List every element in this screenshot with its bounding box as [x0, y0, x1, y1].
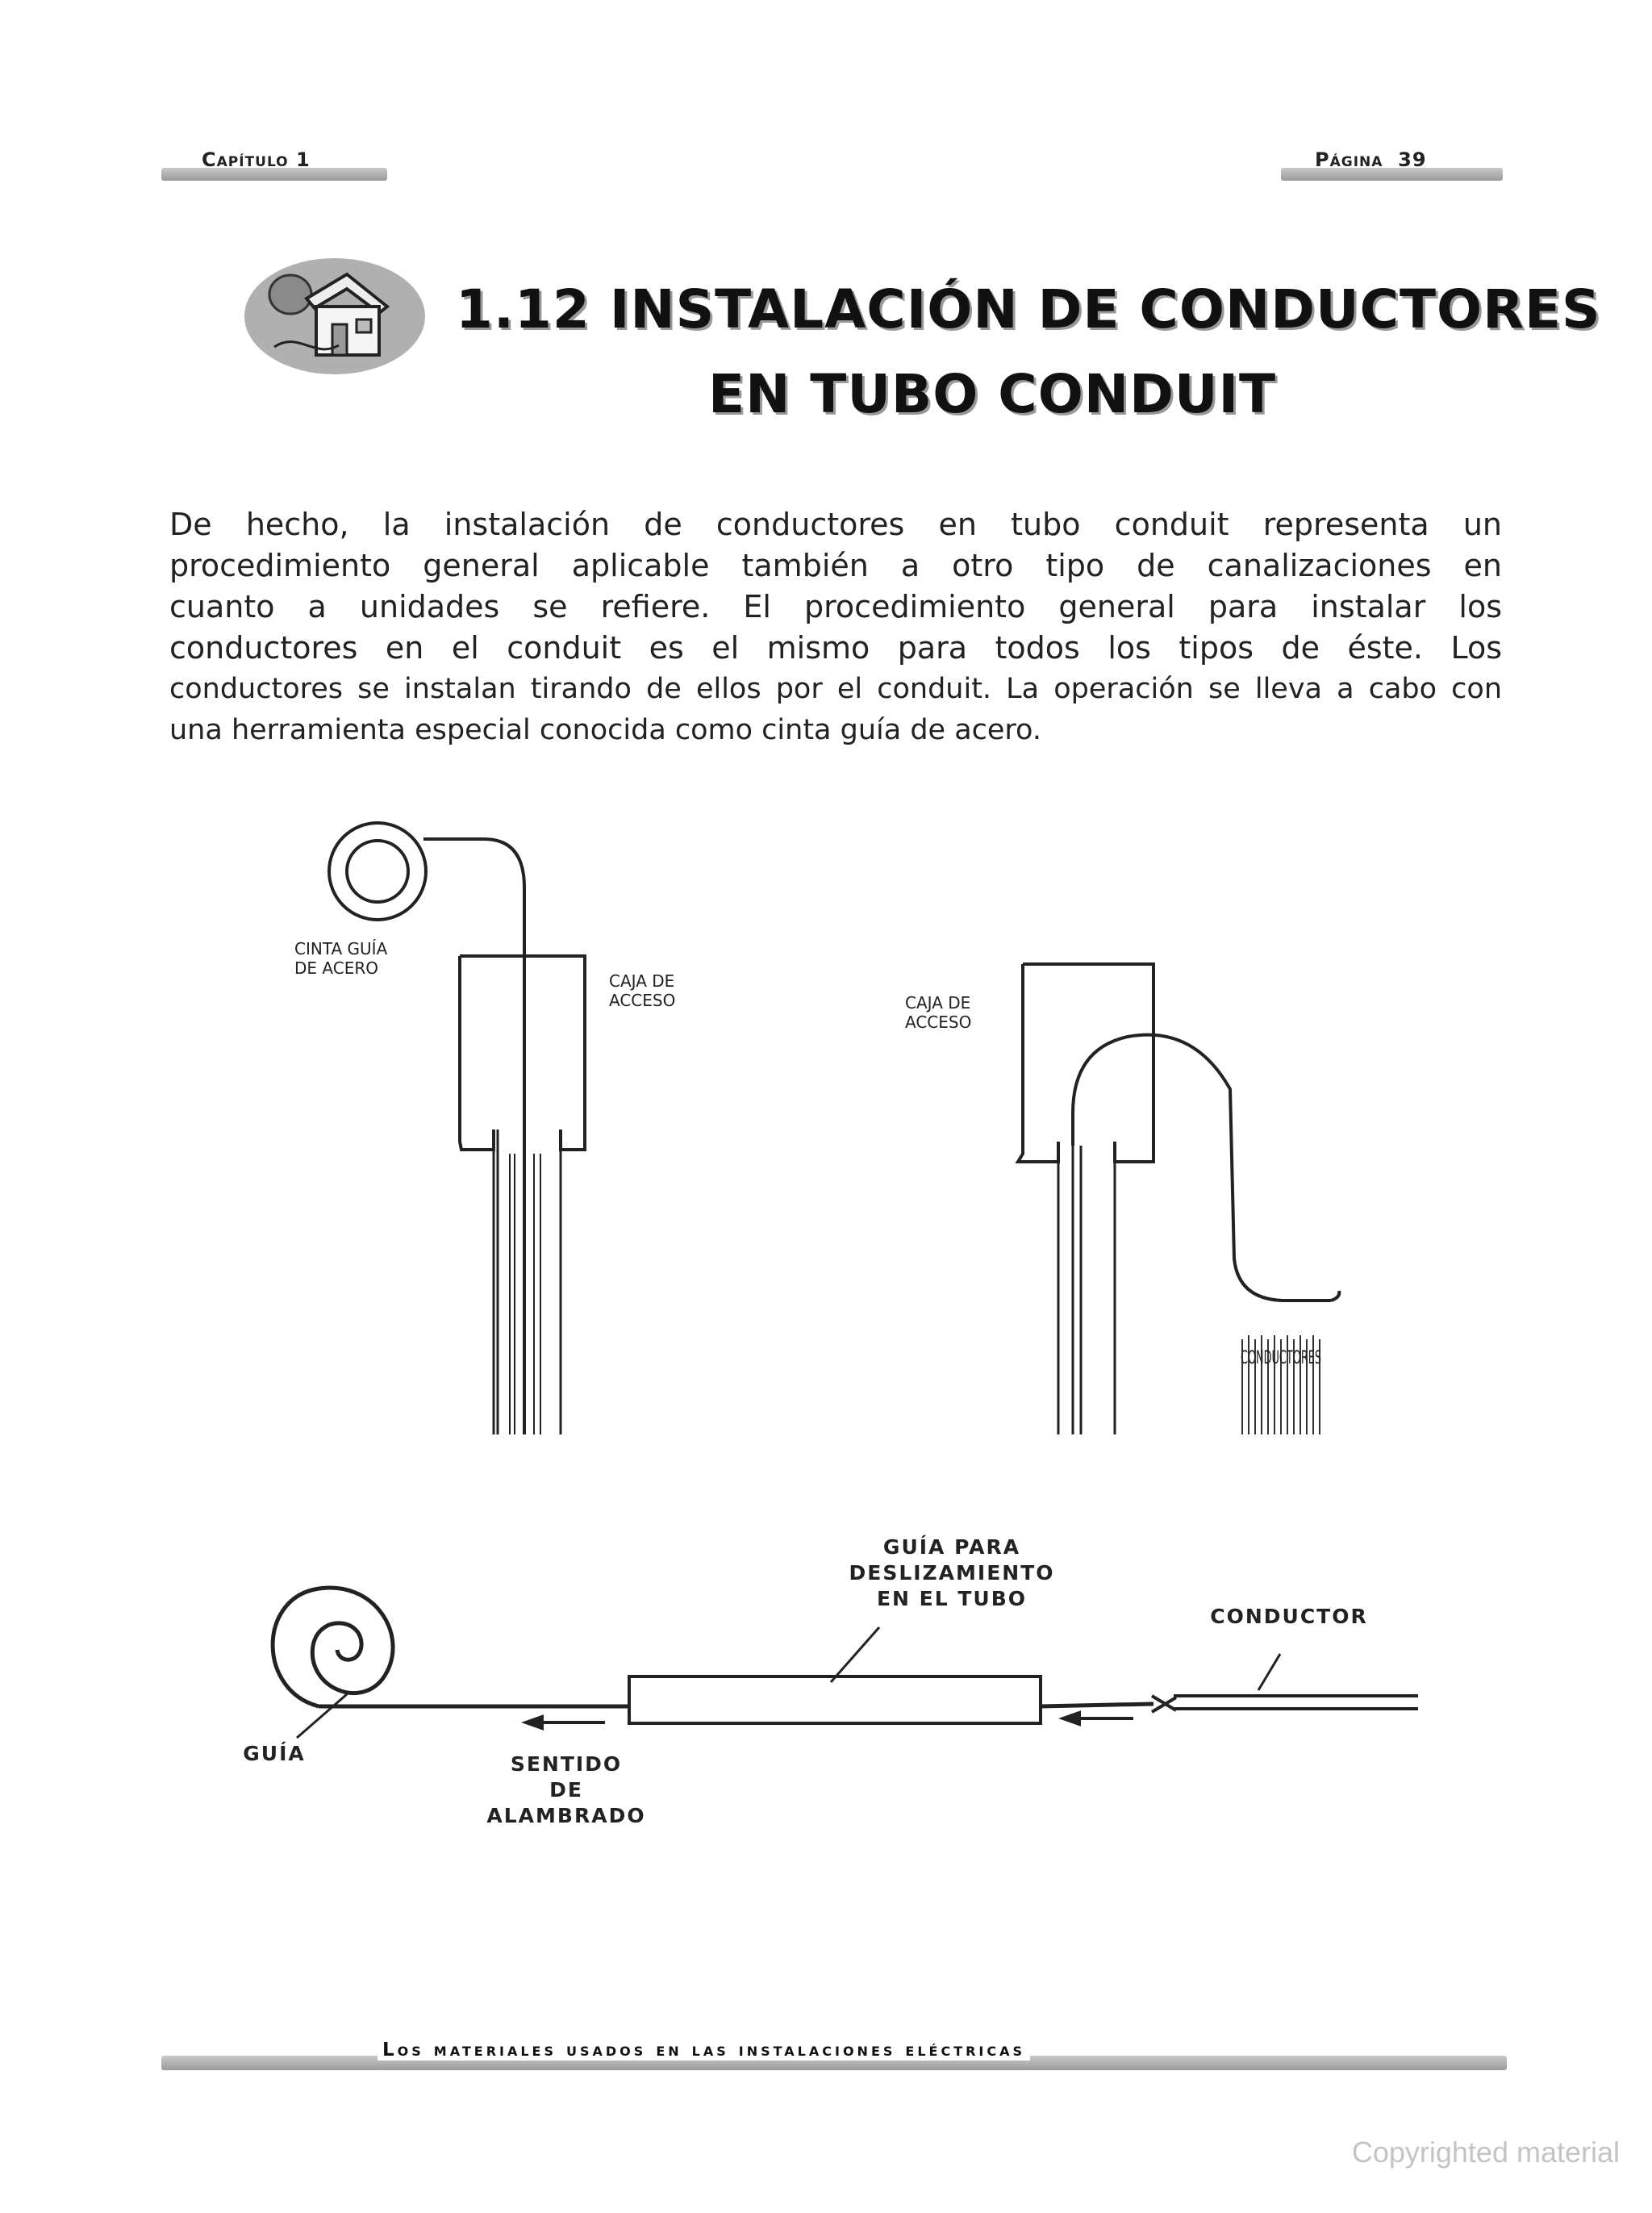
- page-label: Página: [1315, 148, 1383, 171]
- section-title-line2: EN TUBO CONDUIT: [708, 363, 1277, 425]
- copyright-watermark: Copyrighted material: [1351, 2136, 1620, 2169]
- label-direction-1: SENTIDO: [510, 1752, 623, 1776]
- access-box-left: [460, 956, 585, 1150]
- tape-reel-inner: [347, 841, 408, 902]
- label-direction-2: DE: [549, 1778, 583, 1802]
- body-line-5: conductores se instalan tirando de ellos por el conduit. La operación se lleva a cabo con: [169, 673, 1502, 705]
- conductor-pointer: [1258, 1654, 1280, 1690]
- label-box-right-2: ACCESO: [905, 1013, 972, 1032]
- label-tape-1: CINTA GUÍA: [294, 939, 388, 958]
- label-conductores: CONDUCTORES: [1241, 1348, 1321, 1368]
- body-paragraph: [169, 504, 1502, 751]
- conduit-right: [1058, 1142, 1115, 1434]
- house-icon: [242, 250, 436, 379]
- conductor-link-wire: [1041, 1704, 1153, 1706]
- chapter-label: Capítulo 1: [202, 148, 311, 171]
- label-guide-2: DESLIZAMIENTO: [849, 1561, 1055, 1585]
- conduit-left: [494, 1129, 561, 1434]
- label-conductor: CONDUCTOR: [1210, 1605, 1368, 1628]
- body-line-4: conductores en el conduit es el mismo para todos los tipos de éste. Los: [169, 630, 1502, 666]
- label-guia: GUÍA: [243, 1742, 306, 1765]
- guide-pointer: [831, 1627, 879, 1682]
- conductor-splice: [1152, 1696, 1176, 1712]
- guide-spiral: [273, 1588, 393, 1706]
- label-tape-2: DE ACERO: [294, 958, 378, 978]
- body-line-3: cuanto a unidades se refiere. El procedimiento general para instalar los: [169, 589, 1502, 624]
- direction-arrow-left: [526, 1717, 605, 1728]
- sliding-guide-tube: [629, 1676, 1041, 1723]
- page-number-label: [1315, 148, 1427, 171]
- label-box-left-2: ACCESO: [609, 991, 676, 1010]
- body-line-2: procedimiento general aplicable también a otro tipo de canalizaciones en: [169, 548, 1502, 583]
- steel-tape-loop: [1073, 1035, 1331, 1301]
- tape-hook: [1331, 1291, 1339, 1301]
- body-line-1: De hecho, la instalación de conductores en tubo conduit representa un: [169, 507, 1502, 542]
- page-number: 39: [1398, 148, 1427, 171]
- direction-arrow-right: [1063, 1713, 1133, 1724]
- label-box-right-1: CAJA DE: [905, 993, 971, 1013]
- tape-reel-outer: [329, 823, 426, 920]
- label-guide-1: GUÍA PARA: [882, 1535, 1021, 1559]
- label-box-left-1: CAJA DE: [609, 971, 675, 991]
- label-guide-3: EN EL TUBO: [876, 1587, 1028, 1610]
- footer-text: Los materiales usados en las instalaciones eléctricas: [378, 2040, 1030, 2061]
- figure-steel-tape-diagram: [274, 807, 1404, 1452]
- figure-sliding-guide-diagram: [226, 1525, 1436, 1848]
- label-direction-3: ALAMBRADO: [486, 1804, 646, 1827]
- body-line-6: una herramienta especial conocida como cinta guía de acero.: [169, 714, 1041, 746]
- section-title-line1: 1.12 INSTALACIÓN DE CONDUCTORES: [456, 278, 1601, 340]
